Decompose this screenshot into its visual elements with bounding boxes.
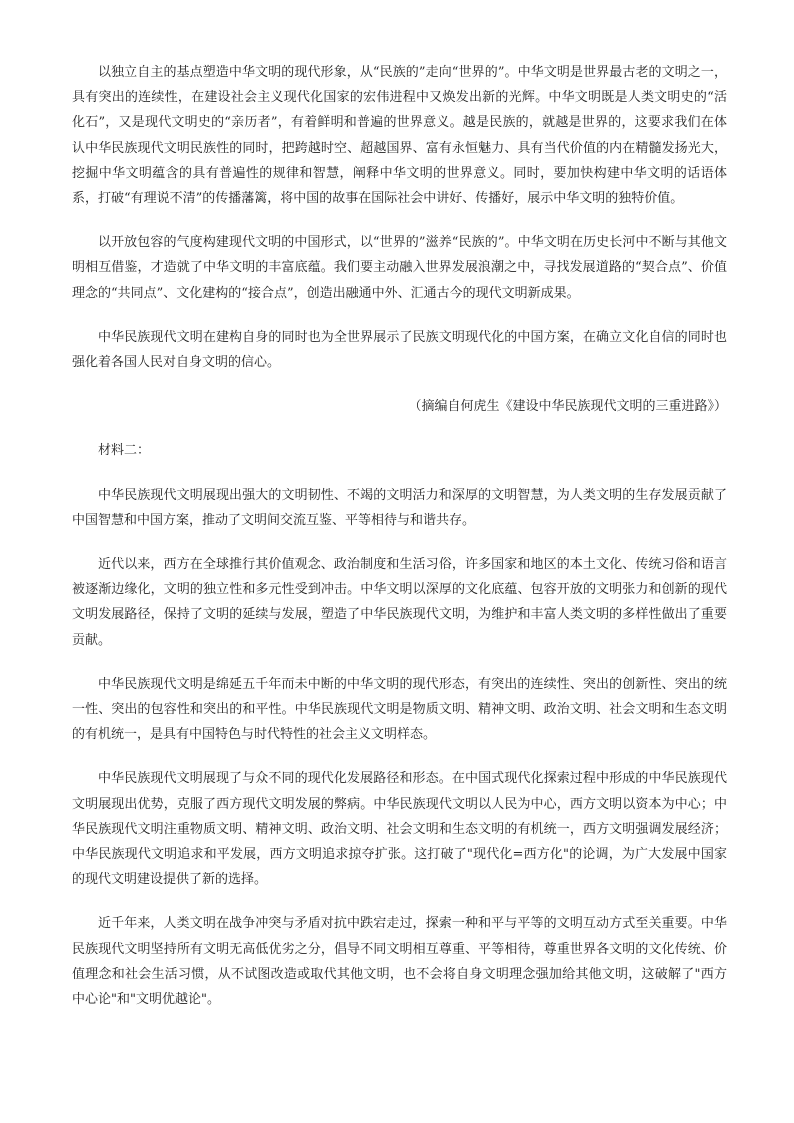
paragraph: 近代以来，西方在全球推行其价值观念、政治制度和生活习俗，许多国家和地区的本土文化、传统习俗和语言被逐渐边缘化，文明的独立性和多元性受到冲击。中华文明以深厚的文化底蕴、包容开放的文明张力和创新的现代文明发展路径，保持了文明的延续与发展，塑造了中华民族现代文明，为维护和丰富人类文明的多样性做出了重要贡献。	[72, 557, 727, 648]
paragraph: 中华民族现代文明展现出强大的文明韧性、不竭的文明活力和深厚的文明智慧，为人类文明的生存发展贡献了中国智慧和中国方案，推动了文明间交流互鉴、平等相待与和谐共存。	[72, 487, 727, 528]
paragraph: 近千年来，人类文明在战争冲突与矛盾对抗中跌宕走过，探索一种和平与平等的文明互动方式至关重要。中华民族现代文明坚持所有文明无高低优劣之分，倡导不同文明相互尊重、平等相待，尊重世界各文明的文化传统、价值理念和社会生活习惯，从不试图改造或取代其他文明，也不会将自身文明理念强加给其他文明，这破解了"西方中心论"和"文明优越论"。	[72, 916, 727, 1008]
paragraph: 以开放包容的气度构建现代文明的中国形式，以“世界的”滋养“民族的”。中华文明在历史长河中不断与其他文明相互借鉴，才造就了中华文明的丰富底蕴。我们要主动融入世界发展浪潮之中，寻找发展道路的“契合点”、价值理念的“共同点”、文化建构的“接合点”，创造出融通中外、汇通古今的现代文明新成果。	[72, 235, 727, 301]
material-heading: 材料二：	[98, 443, 151, 459]
source-citation: （摘编自何虎生《建设中华民族现代文明的三重进路》）	[408, 399, 727, 415]
paragraph: 中华民族现代文明是绵延五千年而未中断的中华文明的现代形态，有突出的连续性、突出的创新性、突出的统一性、突出的包容性和突出的和平性。中华民族现代文明是物质文明、精神文明、政治文明、社会文明和生态文明的有机统一，是具有中国特色与时代特性的社会主义文明样态。	[72, 676, 727, 743]
paragraph: 中华民族现代文明在建构自身的同时也为全世界展示了民族文明现代化的中国方案，在确立文化自信的同时也强化着各国人民对自身文明的信心。	[72, 329, 727, 371]
paragraph: 中华民族现代文明展现了与众不同的现代化发展路径和形态。在中国式现代化探索过程中形成的中华民族现代文明展现出优势，克服了西方现代文明发展的弊病。中华民族现代文明以人民为中心，西方文明以资本为中心；中华民族现代文明注重物质文明、精神文明、政治文明、社会文明和生态文明的有机统一，西方文明强调发展经济；中华民族现代文明追求和平发展，西方文明追求掠夺扩张。这打破了"现代化=西方化"的论调，为广大发展中国家的现代文明建设提供了新的选择。	[72, 771, 727, 888]
document-body	[72, 60, 727, 1031]
paragraph: 以独立自主的基点塑造中华文明的现代形象，从“民族的”走向“世界的”。中华文明是世界最古老的文明之一，具有突出的连续性，在建设社会主义现代化国家的宏伟进程中又焕发出新的光辉。中华文明既是人类文明史的“活化石”，又是现代文明史的“亲历者”，有着鲜明和普遍的世界意义。越是民族的，就越是世界的，这要求我们在体认中华民族现代文明民族性的同时，把跨越时空、超越国界、富有永恒魅力、具有当代价值的内在精髓发扬光大，挖掘中华文明蕴含的具有普遍性的规律和智慧，阐释中华文明的世界意义。同时，要加快构建中华文明的话语体系，打破“有理说不清”的传播藩篱，将中国的故事在国际社会中讲好、传播好，展示中华文明的独特价值。	[72, 65, 727, 207]
